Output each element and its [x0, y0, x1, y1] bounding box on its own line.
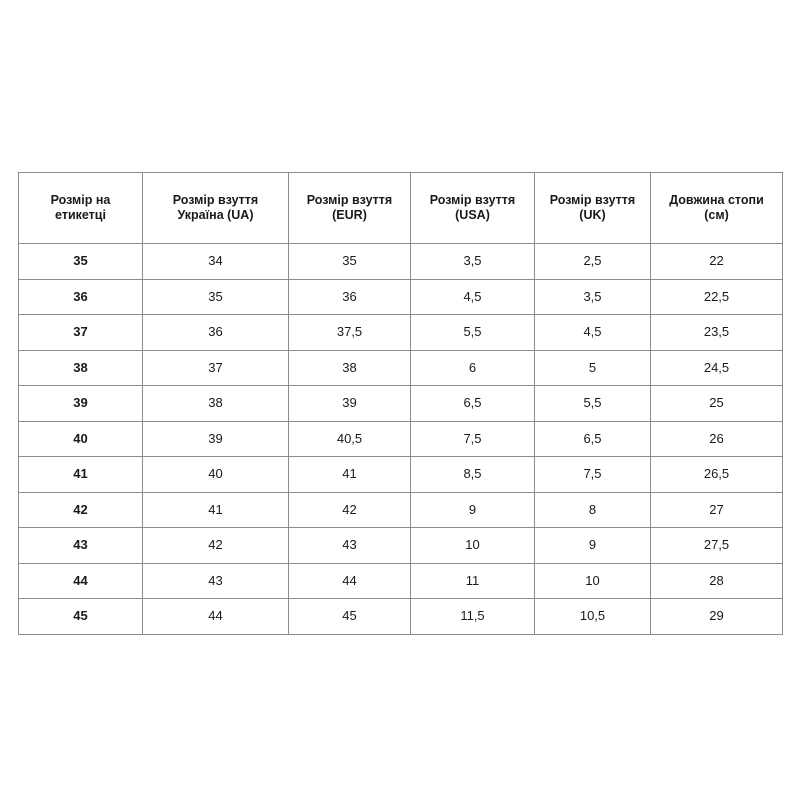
cell-usa: 5,5 [411, 315, 535, 351]
cell-foot-length: 28 [651, 563, 783, 599]
cell-label-size: 37 [19, 315, 143, 351]
cell-label-size: 36 [19, 279, 143, 315]
cell-usa: 11,5 [411, 599, 535, 635]
cell-usa: 7,5 [411, 421, 535, 457]
cell-eur: 35 [289, 244, 411, 280]
cell-ua: 39 [143, 421, 289, 457]
table-header-row [19, 173, 783, 244]
cell-usa: 10 [411, 528, 535, 564]
cell-uk: 6,5 [535, 421, 651, 457]
cell-uk: 10,5 [535, 599, 651, 635]
cell-uk: 9 [535, 528, 651, 564]
cell-foot-length: 27 [651, 492, 783, 528]
cell-uk: 5,5 [535, 386, 651, 422]
cell-ua: 42 [143, 528, 289, 564]
cell-uk: 8 [535, 492, 651, 528]
cell-ua: 38 [143, 386, 289, 422]
cell-foot-length: 22 [651, 244, 783, 280]
cell-uk: 7,5 [535, 457, 651, 493]
cell-ua: 43 [143, 563, 289, 599]
cell-uk: 4,5 [535, 315, 651, 351]
cell-label-size: 42 [19, 492, 143, 528]
cell-usa: 3,5 [411, 244, 535, 280]
table-row [19, 492, 783, 528]
cell-eur: 36 [289, 279, 411, 315]
cell-label-size: 45 [19, 599, 143, 635]
cell-eur: 45 [289, 599, 411, 635]
table-body [19, 244, 783, 635]
cell-label-size: 40 [19, 421, 143, 457]
cell-usa: 9 [411, 492, 535, 528]
cell-foot-length: 22,5 [651, 279, 783, 315]
table-row [19, 244, 783, 280]
cell-label-size: 35 [19, 244, 143, 280]
cell-foot-length: 23,5 [651, 315, 783, 351]
cell-eur: 42 [289, 492, 411, 528]
cell-ua: 34 [143, 244, 289, 280]
table-row [19, 528, 783, 564]
cell-usa: 8,5 [411, 457, 535, 493]
column-header-uk: Розмір взуття (UK) [535, 173, 651, 244]
cell-eur: 37,5 [289, 315, 411, 351]
table-row [19, 386, 783, 422]
cell-foot-length: 26,5 [651, 457, 783, 493]
table-row [19, 421, 783, 457]
cell-eur: 43 [289, 528, 411, 564]
table-row [19, 279, 783, 315]
cell-uk: 2,5 [535, 244, 651, 280]
table-row [19, 599, 783, 635]
column-header-ua: Розмір взуття Україна (UA) [143, 173, 289, 244]
cell-ua: 37 [143, 350, 289, 386]
cell-usa: 4,5 [411, 279, 535, 315]
cell-label-size: 43 [19, 528, 143, 564]
cell-foot-length: 25 [651, 386, 783, 422]
table-row [19, 350, 783, 386]
column-header-foot-length: Довжина стопи (см) [651, 173, 783, 244]
cell-eur: 41 [289, 457, 411, 493]
column-header-usa: Розмір взуття (USA) [411, 173, 535, 244]
cell-uk: 5 [535, 350, 651, 386]
cell-ua: 36 [143, 315, 289, 351]
cell-label-size: 41 [19, 457, 143, 493]
cell-uk: 10 [535, 563, 651, 599]
column-header-label-size: Розмір на етикетці [19, 173, 143, 244]
cell-eur: 40,5 [289, 421, 411, 457]
cell-ua: 44 [143, 599, 289, 635]
table-header [19, 173, 783, 244]
cell-foot-length: 26 [651, 421, 783, 457]
cell-eur: 44 [289, 563, 411, 599]
size-conversion-table [18, 172, 783, 635]
cell-ua: 41 [143, 492, 289, 528]
cell-usa: 6 [411, 350, 535, 386]
cell-ua: 35 [143, 279, 289, 315]
table-row [19, 457, 783, 493]
column-header-eur: Розмір взуття (EUR) [289, 173, 411, 244]
cell-label-size: 39 [19, 386, 143, 422]
cell-usa: 6,5 [411, 386, 535, 422]
cell-foot-length: 24,5 [651, 350, 783, 386]
cell-eur: 38 [289, 350, 411, 386]
cell-foot-length: 29 [651, 599, 783, 635]
cell-label-size: 38 [19, 350, 143, 386]
shoe-size-chart [18, 172, 782, 635]
cell-label-size: 44 [19, 563, 143, 599]
table-row [19, 315, 783, 351]
cell-ua: 40 [143, 457, 289, 493]
cell-eur: 39 [289, 386, 411, 422]
cell-foot-length: 27,5 [651, 528, 783, 564]
cell-usa: 11 [411, 563, 535, 599]
table-row [19, 563, 783, 599]
cell-uk: 3,5 [535, 279, 651, 315]
